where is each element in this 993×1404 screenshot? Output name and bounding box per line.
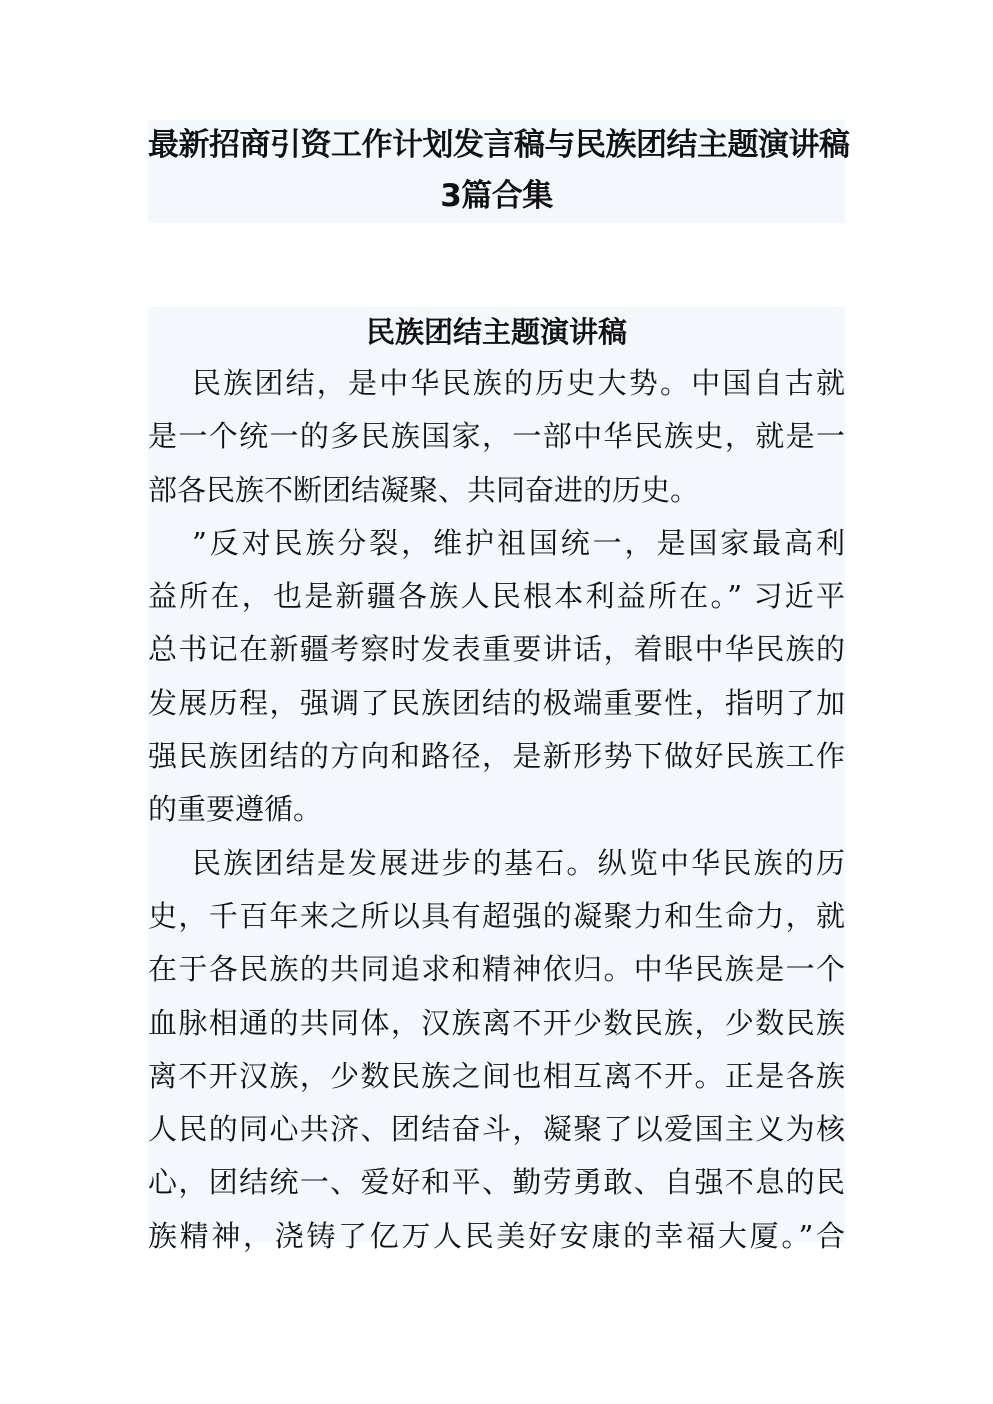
paragraph-line: 民族团结是发展进步的基石。纵览中华民族的历 [192,845,845,880]
paragraph-line: 血脉相通的共同体，汉族离不开少数民族，少数民族 [148,1005,845,1040]
title-line-1: 最新招商引资工作计划发言稿与民族团结主题演讲稿 [148,127,850,163]
document-title [148,120,850,223]
paragraph-line: 的重要遵循。 [148,792,323,827]
paragraph-line: 是一个统一的多民族国家，一部中华民族史，就是一 [148,419,845,454]
title-line-2: 3篇合集 [440,178,553,214]
paragraph-line: 族精神，浇铸了亿万人民美好安康的幸福大厦。”合 [148,1218,845,1253]
paragraph-line: 益所在，也是新疆各族人民根本利益所在。” 习近平 [148,579,845,614]
section-title: 民族团结主题演讲稿 [365,315,627,349]
paragraph-line: 总书记在新疆考察时发表重要讲话，着眼中华民族的 [148,632,845,667]
paragraph-line: 部各民族不断团结凝聚、共同奋进的历史。 [148,472,700,507]
paragraph-line: 心，团结统一、爱好和平、勤劳勇敢、自强不息的民 [148,1165,845,1200]
paragraph-line: 史，千百年来之所以具有超强的凝聚力和生命力，就 [148,898,845,933]
paragraph-line: 离不开汉族，少数民族之间也相互离不开。正是各族 [148,1058,845,1093]
paragraphs [148,357,845,1263]
document-body [148,307,845,1253]
paragraph-line: ”反对民族分裂，维护祖国统一，是国家最高利 [192,525,845,560]
paragraph-line: 发展历程，强调了民族团结的极端重要性，指明了加 [148,685,845,720]
paragraph-line: 在于各民族的共同追求和精神依归。中华民族是一个 [148,952,845,987]
paragraph-line: 民族团结，是中华民族的历史大势。中国自古就 [192,366,845,400]
paragraph-line: 人民的同心共济、团结奋斗，凝聚了以爱国主义为核 [148,1112,845,1147]
paragraph-line: 强民族团结的方向和路径，是新形势下做好民族工作 [148,739,845,774]
